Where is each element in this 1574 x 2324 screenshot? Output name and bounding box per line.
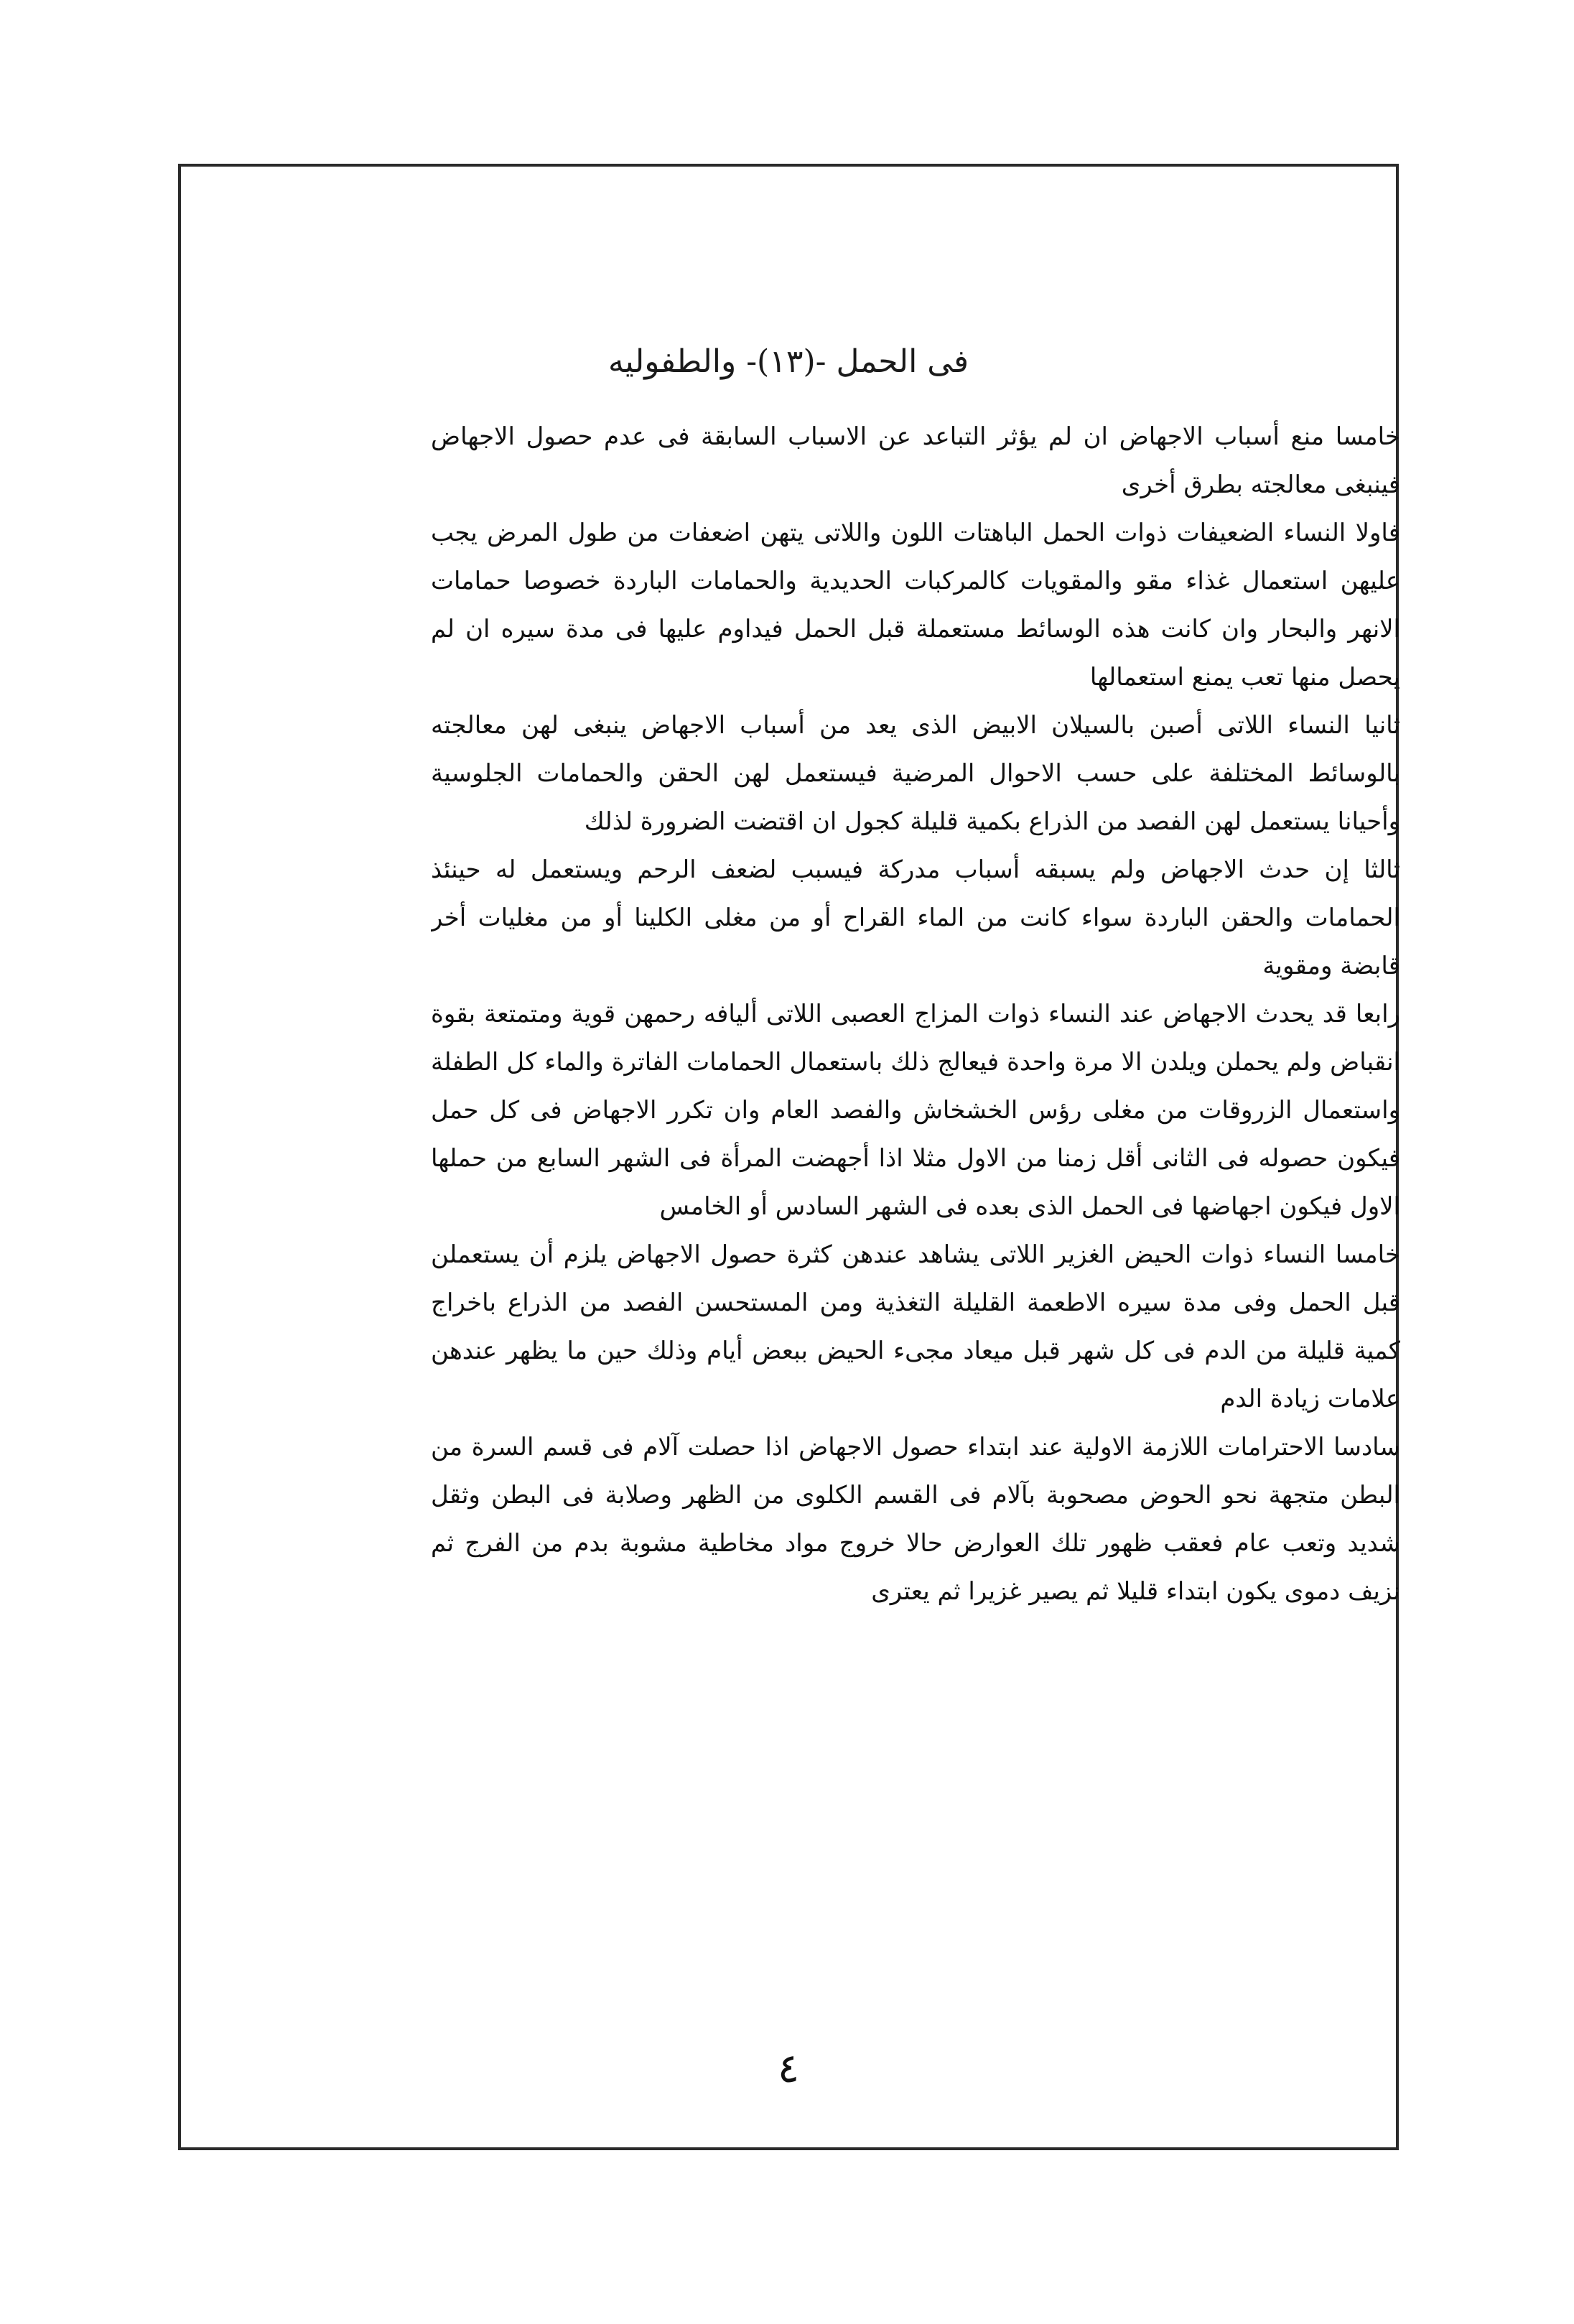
body-text <box>431 413 1400 1979</box>
page-number: ٤ <box>777 2045 800 2092</box>
paragraph: سادسا الاحترامات اللازمة الاولية عند ابتداء حصول الاجهاض اذا حصلت آلام فى قسم السرة من البطن متجهة نحو الحوض مصحوبة بآلام فى القسم الكلوى من الظهر وصلابة فى البطن وثقل شديد وتعب عام فعقب ظهور تلك العوارض حالا خروج مواد مخاطية مشوبة بدم من الفرج ثم نزيف دموى يكون ابتداء قليلا ثم يصير غزيرا ثم يعترى <box>431 1433 1400 1606</box>
paragraph: رابعا قد يحدث الاجهاض عند النساء ذوات المزاج العصبى اللاتى أليافه رحمهن قوية ومتمتعة بقوة انقباض ولم يحملن ويلدن الا مرة واحدة فيعالج ذلك باستعمال الحمامات الفاترة والماء كل الطفلة واستعمال الزروقات من مغلى رؤس الخشخاش والفصد العام وان تكرر الاجهاض فى كل حمل فيكون حصوله فى الثانى أقل زمنا من الاول مثلا اذا أجهضت المرأة فى الشهر السابع من حملها الاول فيكون اجهاضها فى الحمل الذى بعده فى الشهر السادس أو الخامس <box>431 1000 1400 1221</box>
paragraph: ثالثا إن حدث الاجهاض ولم يسبقه أسباب مدركة فيسبب لضعف الرحم ويستعمل له حينئذ الحمامات والحقن الباردة سواء كانت من الماء القراح أو من مغلى الكلينا أو من مغليات أخر قابضة ومقوية <box>431 855 1400 980</box>
paragraph: خامسا منع أسباب الاجهاض ان لم يؤثر التباعد عن الاسباب السابقة فى عدم حصول الاجهاض فينبغى معالجته بطرق أخرى <box>431 422 1400 499</box>
paragraph: فاولا النساء الضعيفات ذوات الحمل الباهتات اللون واللاتى يتهن اضعفات من طول المرض يجب عليهن استعمال غذاء مقو والمقويات كالمركبات الحديدية والحمامات الباردة خصوصا حمامات الانهر والبحار وان كانت هذه الوسائط مستعملة قبل الحمل فيداوم عليها فى مدة سيره ان لم يحصل منها تعب يمنع استعمالها <box>431 519 1400 692</box>
paragraph: خامسا النساء ذوات الحيض الغزير اللاتى يشاهد عندهن كثرة حصول الاجهاض يلزم أن يستعملن قبل الحمل وفى مدة سيره الاطعمة القليلة التغذية ومن المستحسن الفصد من الذراع باخراج كمية قليلة من الدم فى كل شهر قبل ميعاد مجىء الحيض ببعض أيام وذلك حين ما يظهر عندهن علامات زيادة الدم <box>431 1240 1400 1413</box>
paragraph: ثانيا النساء اللاتى أصبن بالسيلان الابيض الذى يعد من أسباب الاجهاض ينبغى لهن معالجته بالوسائط المختلفة على حسب الاحوال المرضية فيستعمل لهن الحقن والحمامات الجلوسية وأحيانا يستعمل لهن الفصد من الذراع بكمية قليلة كجول ان اقتضت الضرورة لذلك <box>431 711 1400 836</box>
running-header: فى الحمل -(١٣)- والطفوليه <box>607 343 969 380</box>
